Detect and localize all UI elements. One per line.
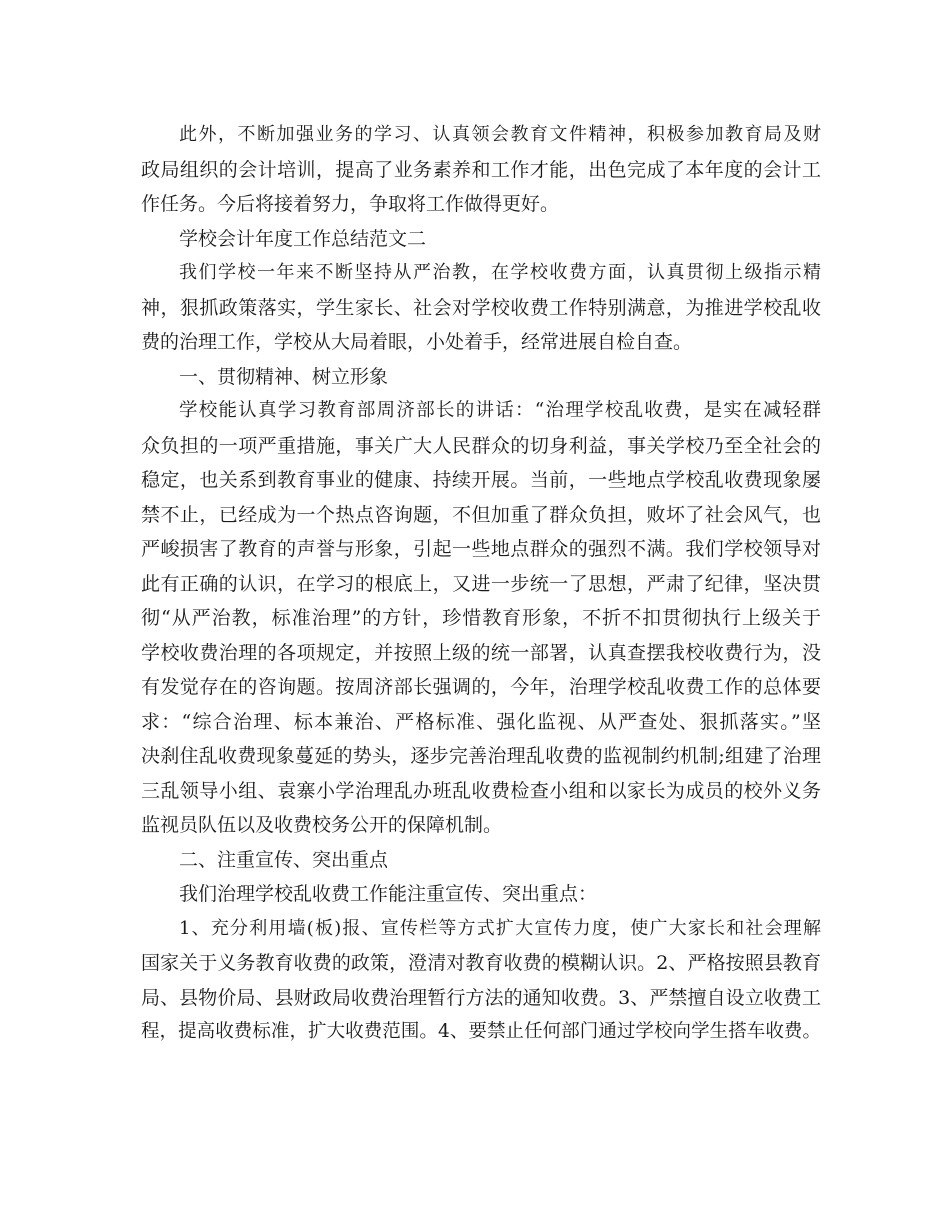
paragraph-line: 费的治理工作，学校从大局着眼，小处着手，经常进展自检自查。 [141, 331, 693, 353]
paragraph-line: 我们学校一年来不断坚持从严治教，在学校收费方面，认真贯彻上级指示精 [179, 262, 821, 283]
paragraph-line: 作任务。今后将接着努力，争取将工作做得更好。 [141, 193, 560, 215]
section-heading: 二、注重宣传、突出重点 [179, 848, 389, 871]
paragraph-line: 彻“从严治教，标准治理”的方针，珍惜教育形象，不折不扣贯彻执行上级关于 [141, 607, 821, 629]
paragraph-line: 学校能认真学习教育部周济部长的讲话：“治理学校乱收费，是实在减轻群 [179, 400, 821, 421]
paragraph-line: 有发觉存在的咨询题。按周济部长强调的，今年，治理学校乱收费工作的总体要 [141, 676, 821, 698]
paragraph-line: 1、充分利用墙(板)报、宣传栏等方式扩大宣传力度，使广大家长和社会理解 [179, 917, 821, 939]
paragraph-line: 众负担的一项严重措施，事关广大人民群众的切身利益，事关学校乃至全社会的 [141, 434, 821, 457]
section-heading: 学校会计年度工作总结范文二 [179, 227, 427, 250]
paragraph-line: 政局组织的会计培训，提高了业务素养和工作才能，出色完成了本年度的会计工 [141, 158, 821, 181]
paragraph-line: 监视员队伍以及收费校务公开的保障机制。 [141, 814, 503, 836]
document-body [141, 118, 821, 1050]
paragraph-line: 禁不止，已经成为一个热点咨询题，不但加重了群众负担，败坏了社会风气，也 [141, 503, 821, 526]
paragraph-line: 国家关于义务教育收费的政策，澄清对教育收费的模糊认识。2、严格按照县教育 [141, 952, 821, 974]
paragraph-line: 程，提高收费标准，扩大收费范围。4、要禁止任何部门通过学校向学生搭车收费。 [141, 1021, 821, 1042]
paragraph-line: 决刹住乱收费现象蔓延的势头，逐步完善治理乱收费的监视制约机制;组建了治理 [141, 745, 821, 767]
paragraph-line: 三乱领导小组、袁寨小学治理乱办班乱收费检查小组和以家长为成员的校外义务 [141, 779, 821, 802]
paragraph-line: 我们治理学校乱收费工作能注重宣传、突出重点： [179, 883, 598, 905]
paragraph-line: 此有正确的认识，在学习的根底上，又进一步统一了思想，严肃了纪律，坚决贯 [141, 572, 821, 595]
paragraph-line: 求：“综合治理、标本兼治、严格标准、强化监视、从严查处、狠抓落实。”坚 [141, 710, 821, 733]
section-heading: 一、贯彻精神、树立形象 [179, 365, 389, 388]
paragraph-line: 稳定，也关系到教育事业的健康、持续开展。当前，一些地点学校乱收费现象屡 [141, 469, 821, 491]
paragraph-line: 此外，不断加强业务的学习、认真领会教育文件精神，积极参加教育局及财 [179, 124, 821, 145]
paragraph-line: 严峻损害了教育的声誉与形象，引起一些地点群众的强烈不满。我们学校领导对 [141, 538, 821, 560]
paragraph-line: 局、县物价局、县财政局收费治理暂行方法的通知收费。3、严禁擅自设立收费工 [141, 986, 821, 1009]
paragraph-line: 学校收费治理的各项规定，并按照上级的统一部署，认真查摆我校收费行为，没 [141, 641, 821, 664]
paragraph-line: 神，狠抓政策落实，学生家长、社会对学校收费工作特别满意，为推进学校乱收 [141, 296, 821, 319]
